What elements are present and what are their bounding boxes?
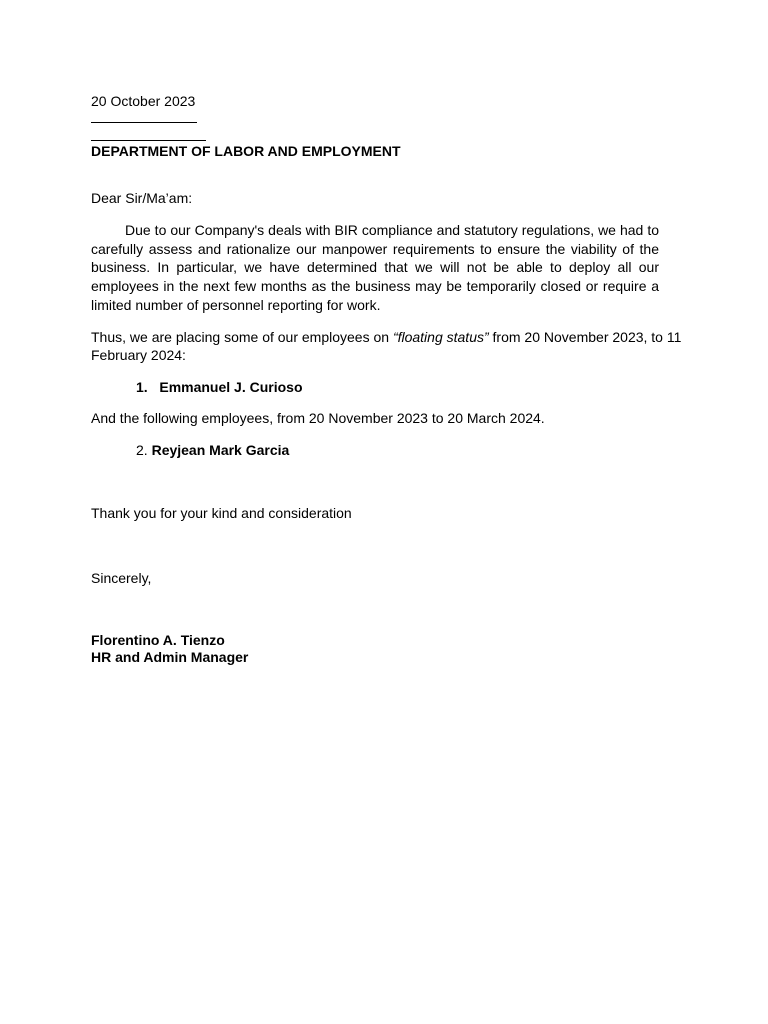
floating-status-emphasis: “floating status”	[392, 329, 489, 345]
list-item-2-number: 2.	[136, 442, 148, 458]
paragraph-3: And the following employees, from 20 November 2023 to 20 March 2024.	[91, 410, 545, 426]
addressee: DEPARTMENT OF LABOR AND EMPLOYMENT	[91, 143, 401, 159]
blank-underline-2	[91, 140, 206, 141]
paragraph-1-line: business. In particular, we have determined that we will not be able to deploy all our	[91, 259, 659, 276]
paragraph-1-line: employees in the next few months as the business may be temporarily closed or require a	[91, 278, 659, 295]
paragraph-1-line: Due to our Company's deals with BIR compliance and statutory regulations, we had to	[125, 222, 659, 238]
signatory-title: HR and Admin Manager	[91, 649, 249, 665]
salutation: Dear Sir/Ma’am:	[91, 190, 193, 206]
paragraph-2-line-1: Thus, we are placing some of our employees on “floating status” from 20 November 2023, to 11	[91, 329, 682, 345]
list-item-1-number: 1.	[136, 379, 148, 395]
thanks-line: Thank you for your kind and consideration	[91, 505, 352, 521]
closing: Sincerely,	[91, 570, 152, 586]
blank-underline-1	[91, 122, 197, 123]
list-item-2-name: Reyjean Mark Garcia	[151, 442, 290, 458]
list-item-1-name: Emmanuel J. Curioso	[159, 379, 303, 395]
body-paragraph-1	[91, 221, 659, 315]
list-item-1	[136, 378, 303, 396]
paragraph-1-line: carefully assess and rationalize our manpower requirements to ensure the viability of the	[91, 240, 659, 257]
paragraph-1-line: limited number of personnel reporting for work.	[91, 296, 381, 313]
letter-date: 20 October 2023	[91, 93, 196, 109]
paragraph-2-line-2: February 2024:	[91, 347, 186, 363]
list-item-2	[136, 441, 289, 459]
signatory-name: Florentino A. Tienzo	[91, 632, 225, 648]
